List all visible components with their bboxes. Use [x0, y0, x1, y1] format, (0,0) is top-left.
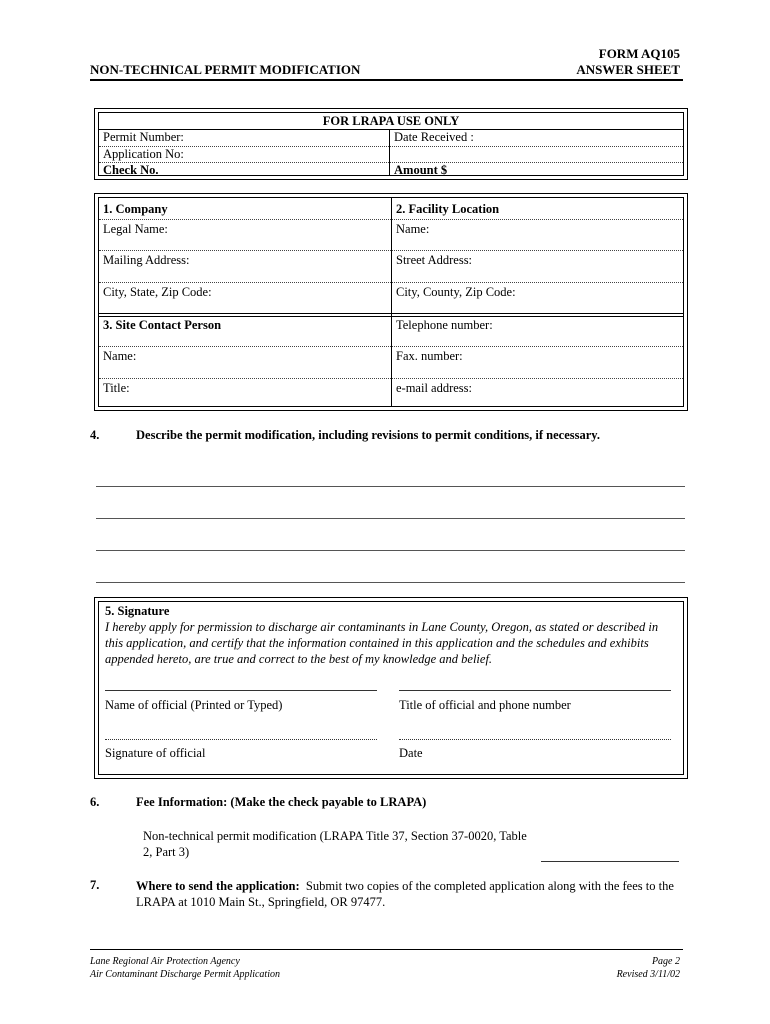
official-name-line[interactable] [105, 690, 377, 691]
q6-text: Fee Information: (Make the check payable to LRAPA) [136, 795, 427, 809]
official-name-label: Name of official (Printed or Typed) [105, 698, 283, 712]
row-rule [99, 282, 683, 283]
row-rule [99, 250, 683, 251]
answer-sheet-label: ANSWER SHEET [576, 62, 680, 77]
signature-box [94, 597, 688, 779]
q7-address: LRAPA at 1010 Main St., Springfield, OR 97477. [136, 895, 386, 909]
company-facility-box [94, 193, 688, 411]
fee-line: Non-technical permit modification (LRAPA Title 37, Section 37-0020, Table [143, 829, 527, 843]
legal-name-field[interactable]: Legal Name: [103, 222, 168, 236]
answer-line[interactable] [96, 486, 685, 487]
mailing-address-field[interactable]: Mailing Address: [103, 253, 190, 267]
amount-field[interactable]: Amount $ [394, 163, 448, 177]
footer-doc-title: Air Contaminant Discharge Permit Application [90, 969, 280, 980]
footer-left [90, 955, 280, 981]
row-rule [99, 378, 683, 379]
footer-page: Page 2 [651, 956, 680, 967]
answer-line[interactable] [96, 518, 685, 519]
signature-declaration: I hereby apply for permission to discharge air contaminants in Lane County, Oregon, as stated or described in this application, and certify that the information contained in this application and the schedules and exhibits appended hereto, are true and correct to the best of my knowledge and belief. [105, 620, 659, 666]
lrapa-row-rule [99, 146, 683, 147]
fee-description [143, 828, 527, 860]
q7-text-block [136, 878, 686, 910]
contact-title-field[interactable]: Title: [103, 381, 130, 395]
date-received-field[interactable]: Date Received : [394, 130, 474, 144]
lrapa-heading: FOR LRAPA USE ONLY [322, 114, 460, 128]
signature-heading: 5. Signature [105, 604, 170, 618]
q4-text: Describe the permit modification, including revisions to permit conditions, if necessary. [136, 428, 600, 442]
fee-line: 2, Part 3) [143, 845, 190, 859]
section-rule [99, 313, 683, 314]
q6-number: 6. [90, 795, 100, 809]
date-label: Date [399, 746, 423, 760]
answer-line[interactable] [96, 550, 685, 551]
contact-name-field[interactable]: Name: [103, 349, 137, 363]
heading-rule [99, 219, 683, 220]
facility-name-field[interactable]: Name: [396, 222, 430, 236]
city-county-zip-field[interactable]: City, County, Zip Code: [396, 285, 516, 299]
site-contact-heading: 3. Site Contact Person [103, 318, 222, 332]
permit-number-field[interactable]: Permit Number: [103, 130, 184, 144]
form-title: NON-TECHNICAL PERMIT MODIFICATION [90, 62, 361, 77]
row-rule [99, 346, 683, 347]
facility-heading: 2. Facility Location [396, 202, 500, 216]
answer-line[interactable] [96, 582, 685, 583]
footer-revised: Revised 3/11/02 [616, 969, 680, 980]
q7-label: Where to send the application: [136, 879, 300, 893]
form-id: FORM AQ105 [598, 46, 680, 61]
date-line[interactable] [399, 739, 671, 740]
telephone-field[interactable]: Telephone number: [396, 318, 493, 332]
signature-label: Signature of official [105, 746, 206, 760]
header-rule [90, 79, 683, 81]
application-no-field[interactable]: Application No: [103, 147, 184, 161]
official-title-line[interactable] [399, 690, 671, 691]
street-address-field[interactable]: Street Address: [396, 253, 473, 267]
q7-number: 7. [90, 878, 100, 892]
q4-number: 4. [90, 428, 100, 442]
footer-right [617, 955, 680, 981]
company-heading: 1. Company [103, 202, 168, 216]
city-state-zip-field[interactable]: City, State, Zip Code: [103, 285, 212, 299]
email-field[interactable]: e-mail address: [396, 381, 473, 395]
fee-amount-line[interactable] [541, 861, 679, 862]
fax-field[interactable]: Fax. number: [396, 349, 463, 363]
q7-text: Submit two copies of the completed application along with the fees to the [305, 879, 674, 893]
official-title-label: Title of official and phone number [399, 698, 571, 712]
form-id-block [576, 46, 680, 78]
check-no-field[interactable]: Check No. [103, 163, 159, 177]
section-rule [99, 316, 683, 317]
signature-line[interactable] [105, 739, 377, 740]
lrapa-use-only-box [94, 108, 688, 180]
footer-rule [90, 949, 683, 950]
footer-agency: Lane Regional Air Protection Agency [90, 956, 240, 967]
